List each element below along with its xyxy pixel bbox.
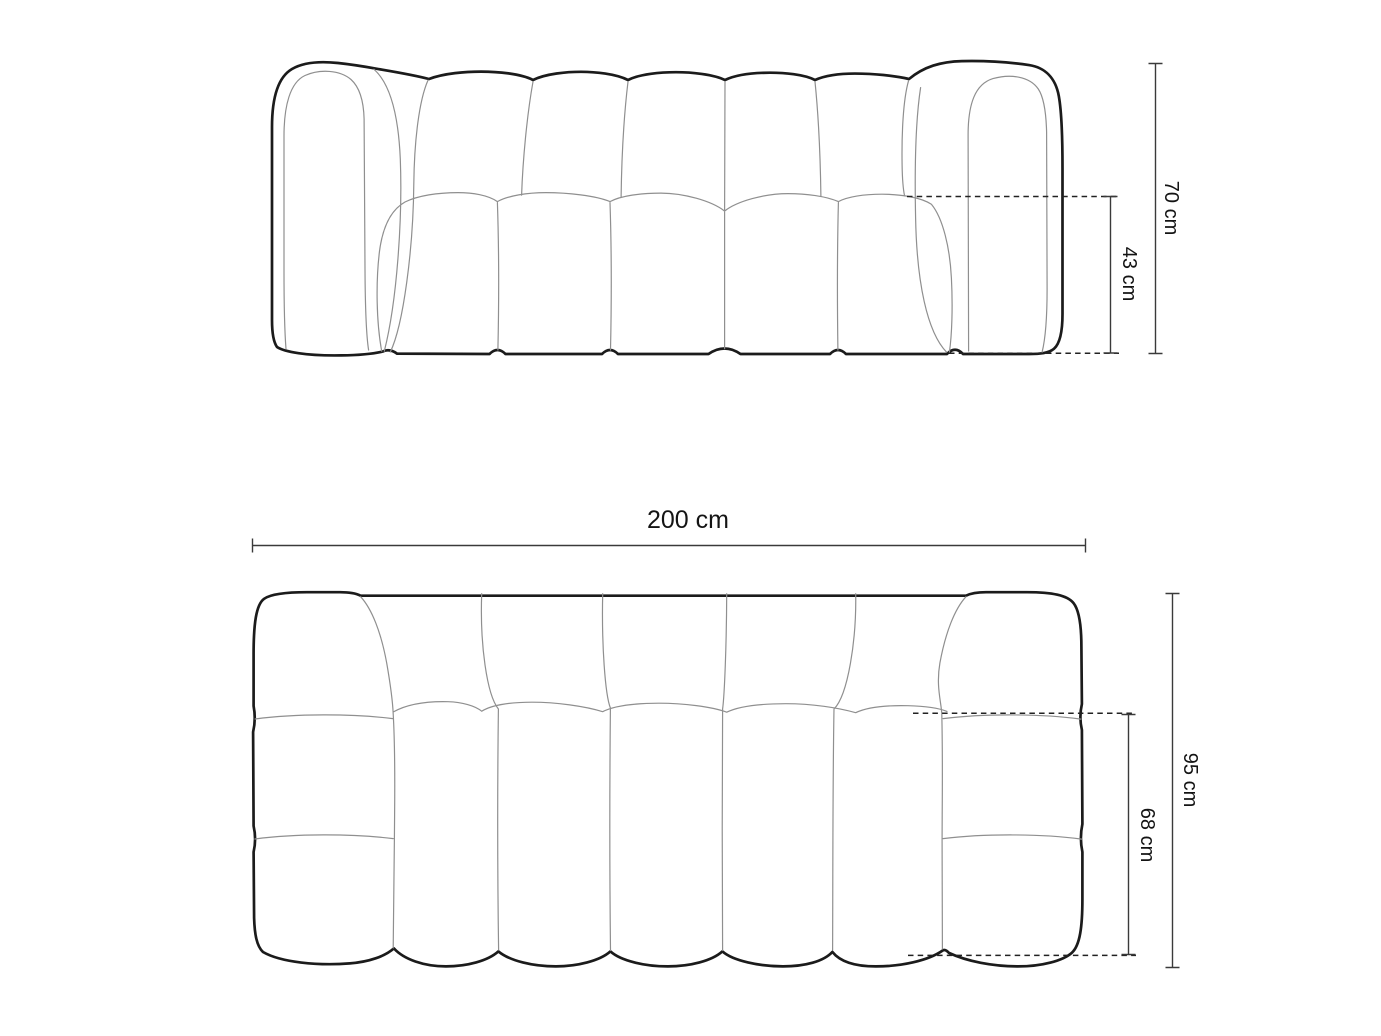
top-seat-depth-dimension-label: 68 cm: [1136, 807, 1158, 863]
top-view-drawing: [253, 592, 1082, 966]
dashed-extension-lines: [907, 197, 1136, 956]
top-width-dimension-label: 200 cm: [647, 506, 729, 534]
top-view-outline: [253, 592, 1082, 966]
top-depth-dimension-label: 95 cm: [1179, 752, 1201, 808]
front-height-dimension-label: 70 cm: [1160, 180, 1182, 236]
front-seat-height-dimension-label: 43 cm: [1118, 246, 1140, 302]
front-view-seam-lines: [284, 69, 1047, 352]
front-view-drawing: [272, 61, 1063, 355]
front-view-outline: [272, 61, 1063, 355]
top-view-seam-lines: [255, 594, 1082, 951]
